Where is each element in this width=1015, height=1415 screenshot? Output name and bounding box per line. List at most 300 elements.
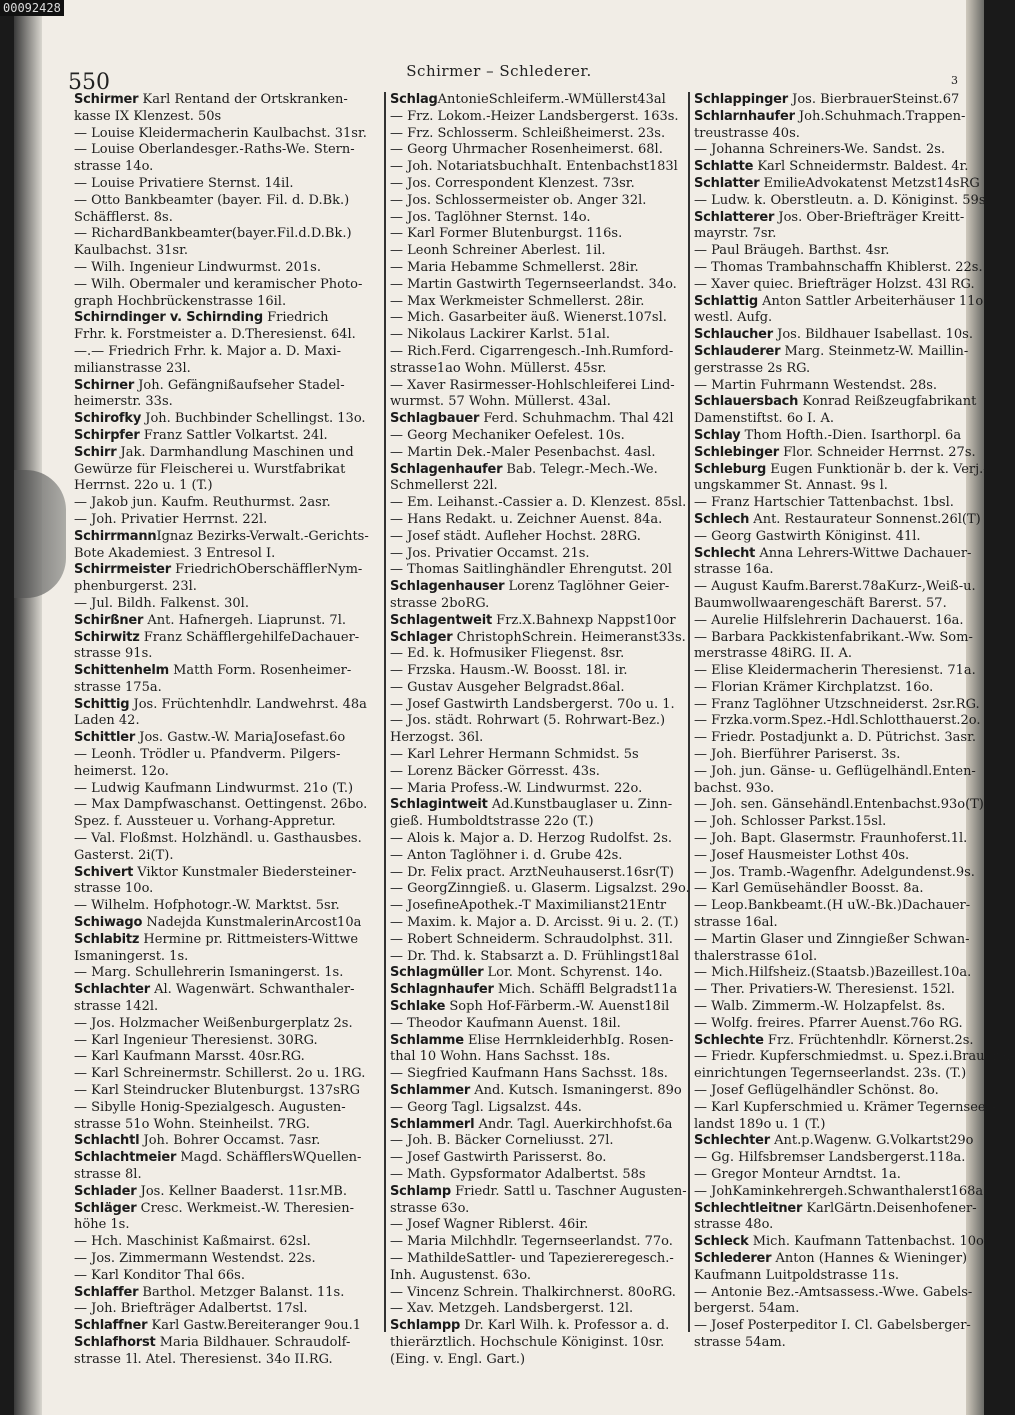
directory-entry <box>390 1066 686 1083</box>
entry-text: Soph Hof-Färberm.-W. Auenst18il <box>445 999 670 1015</box>
directory-entry <box>74 176 380 193</box>
directory-entry <box>74 361 380 378</box>
directory-entry <box>390 730 686 747</box>
entry-text: Joh. Gefängnißaufseher Stadel- <box>134 377 345 393</box>
directory-entry <box>74 193 380 210</box>
entry-text: EmilieAdvokatenst Metzst14sRG <box>759 175 980 191</box>
directory-entry <box>390 445 686 462</box>
entry-text: — Gustav Ausgeher Belgradst.86al. <box>390 679 625 695</box>
directory-entry <box>390 848 686 865</box>
entry-text: Laden 42. <box>74 713 140 729</box>
entry-text: — Hans Redakt. u. Zeichner Auenst. 84a. <box>390 511 663 527</box>
entry-text: strasse 48o. <box>694 1217 774 1233</box>
directory-entry <box>74 613 380 630</box>
directory-entry <box>390 596 686 613</box>
entry-text: Spez. f. Aussteuer u. Vorhang-Appretur. <box>74 814 336 830</box>
directory-entry <box>390 210 686 227</box>
directory-entry <box>694 461 988 479</box>
directory-entry <box>390 176 686 193</box>
entry-text: — Georg Gastwirth Königinst. 41l. <box>694 528 921 544</box>
directory-entry <box>74 814 380 831</box>
directory-entry <box>74 495 380 512</box>
directory-entry <box>390 546 686 563</box>
directory-entry <box>74 1133 380 1150</box>
entry-text: — Joh. Privatier Herrnst. 22l. <box>74 511 268 527</box>
entry-text: — Maria Milchhdlr. Tegernseerlandst. 77o. <box>390 1234 673 1250</box>
directory-entry <box>694 764 974 781</box>
entry-surname: Schlamp <box>390 1183 452 1199</box>
entry-surname: Schittig <box>74 696 130 712</box>
directory-entry <box>694 344 974 361</box>
entry-text: — Sibylle Honig-Spezialgesch. Augusten- <box>74 1099 346 1115</box>
directory-entry <box>694 1200 977 1218</box>
directory-entry <box>74 1201 380 1218</box>
directory-entry <box>694 529 974 546</box>
entry-text: heimerstr. 33s. <box>74 394 173 410</box>
directory-entry <box>74 764 380 781</box>
directory-entry <box>390 915 686 932</box>
directory-entry <box>74 394 380 411</box>
directory-entry <box>390 361 686 378</box>
directory-entry <box>390 747 686 764</box>
entry-text: Viktor Kunstmaler Biedersteiner- <box>133 864 357 880</box>
entry-surname: Schlagenhaufer <box>390 461 503 477</box>
directory-entry <box>74 1234 380 1251</box>
directory-entry <box>74 344 380 361</box>
entry-text: Schäfflerst. 8s. <box>74 209 173 225</box>
entry-text: — Karl Konditor Thal 66s. <box>74 1267 245 1283</box>
entry-text: Eugen Funktionär b. der k. Verj.- <box>766 461 988 477</box>
entry-text: — Karl Gemüsehändler Boosst. 8a. <box>694 881 924 897</box>
entry-text: — JohKaminkehrergeh.Schwanthalerst168a <box>694 1183 984 1199</box>
directory-entry <box>694 1117 974 1134</box>
entry-text: — Joh. NotariatsbuchhaIt. Entenbachst183l <box>390 159 678 175</box>
entry-text: — Jos. Taglöhner Sternst. 14o. <box>390 209 591 225</box>
column-rule <box>384 92 386 1332</box>
directory-entry <box>694 865 974 882</box>
directory-entry <box>74 562 380 579</box>
entry-text: strasse 10o. <box>74 881 154 897</box>
directory-entry <box>694 411 974 428</box>
entry-surname: Schlagnhaufer <box>390 982 494 998</box>
directory-entry <box>694 1183 984 1201</box>
directory-entry <box>694 999 974 1016</box>
entry-text: — Joh. jun. Gänse- u. Geflügelhändl.Enten- <box>694 763 976 779</box>
entry-text: — Wilh. Ingenieur Lindwurmst. 201s. <box>74 259 321 275</box>
entry-text: — Ludw. k. Oberstleutn. a. D. Königinst. 59s. <box>694 192 990 208</box>
directory-entry <box>390 949 686 966</box>
directory-entry <box>390 92 686 109</box>
entry-text: — Karl Lehrer Hermann Schmidst. 5s <box>390 747 639 763</box>
directory-entry <box>390 1335 686 1352</box>
entry-text: strasse 51o Wohn. Steinheilst. 7RG. <box>74 1116 310 1132</box>
directory-entry <box>390 1133 686 1150</box>
entry-surname: Schlauderer <box>694 343 781 359</box>
directory-entry <box>74 159 380 176</box>
entry-surname: Schlechtleitner <box>694 1200 803 1216</box>
entry-surname: Schlagintweit <box>390 797 488 813</box>
entry-text: Anton Sattler Arbeiterhäuser 11o <box>757 293 984 309</box>
entry-text: Kaulbachst. 31sr. <box>74 243 189 259</box>
directory-entry <box>694 361 974 378</box>
directory-entry <box>694 965 974 982</box>
directory-entry <box>694 613 974 630</box>
entry-text: — RichardBankbeamter(bayer.Fil.d.D.Bk.) <box>74 226 352 242</box>
entry-text: Jak. Darmhandlung Maschinen und <box>116 444 354 460</box>
entry-text: — JosefineApothek.-T Maximilianst21Entr <box>390 898 667 914</box>
entry-text: — August Kaufm.Barerst.78aKurz-,Weiß-u. <box>694 579 976 595</box>
entry-surname: Schlachtmeier <box>74 1150 177 1166</box>
directory-entry <box>390 142 686 159</box>
entry-surname: Schlaffner <box>74 1318 148 1334</box>
entry-text: — Frzka.vorm.Spez.-Hdl.Schlotthauerst.2o. <box>694 713 981 729</box>
directory-entry <box>390 579 686 596</box>
directory-entry <box>694 1335 974 1352</box>
directory-entry <box>694 1083 974 1100</box>
directory-entry <box>74 1217 380 1234</box>
entry-text: — Joh. Briefträger Adalbertst. 17sl. <box>74 1301 308 1317</box>
entry-text: westl. Aufg. <box>694 310 773 326</box>
directory-entry <box>694 327 974 344</box>
directory-entry <box>390 999 686 1016</box>
entry-text: strasse 1l. Atel. Theresienst. 34o II.RG. <box>74 1351 333 1367</box>
directory-entry <box>694 1049 1015 1066</box>
directory-entry <box>74 949 380 966</box>
entry-text: — Dr. Felix pract. ArztNeuhauserst.16sr(T) <box>390 864 674 880</box>
entry-surname: Schirrmeister <box>74 562 172 578</box>
entry-text: — Theodor Kaufmann Auenst. 18il. <box>390 1015 621 1031</box>
directory-entry <box>390 226 686 243</box>
entry-surname: Schlader <box>74 1183 137 1199</box>
directory-entry <box>694 881 974 898</box>
directory-entry <box>390 865 686 882</box>
entry-text: FriedrichOberschäfflerNym- <box>171 562 363 578</box>
directory-entry <box>74 1285 380 1302</box>
entry-surname: Schirmer <box>74 92 139 107</box>
entry-text: Karl Rentand der Ortskranken- <box>138 92 348 107</box>
directory-entry <box>74 680 380 697</box>
entry-surname: Schlaucher <box>694 327 773 343</box>
entry-text: Dr. Karl Wilh. k. Professor a. d. <box>460 1318 670 1334</box>
directory-entry <box>390 529 686 546</box>
directory-entry <box>74 982 380 999</box>
entry-text: phenburgerst. 23l. <box>74 579 197 595</box>
entry-surname: Schlaffer <box>74 1284 139 1300</box>
entry-text: Jos. Ober-Briefträger Kreitt- <box>774 209 965 225</box>
column-1 <box>74 92 380 1369</box>
entry-text: Kaufmann Luitpoldstrasse 11s. <box>694 1267 899 1283</box>
directory-entry <box>74 630 380 647</box>
entry-surname: Schirpfer <box>74 427 140 443</box>
entry-text: Franz Sattler Volkartst. 24l. <box>139 427 328 443</box>
entry-text: — Wolfg. freires. Pfarrer Auenst.76o RG. <box>694 1015 963 1031</box>
entry-text: mayrstr. 7sr. <box>694 226 777 242</box>
directory-entry <box>694 1251 974 1268</box>
directory-entry <box>694 175 980 193</box>
directory-entry <box>390 512 686 529</box>
entry-text: — Leop.Bankbeamt.(H uW.-Bk.)Dachauer- <box>694 898 971 914</box>
directory-entry <box>390 965 686 982</box>
column-3 <box>694 92 1015 1352</box>
directory-entry <box>74 1083 380 1100</box>
entry-text: — Louise Privatiere Sternst. 14il. <box>74 175 294 191</box>
entry-text: — Barbara Packkistenfabrikant.-Ww. Som- <box>694 629 973 645</box>
entry-text: — Josef Posterpeditor I. Cl. Gabelsberger- <box>694 1318 971 1334</box>
directory-entry <box>694 495 974 512</box>
entry-text: Joh. Buchbinder Schellingst. 13o. <box>141 411 366 427</box>
entry-text: (Eing. v. Engl. Gart.) <box>390 1351 526 1367</box>
entry-text: — Martin Fuhrmann Westendst. 28s. <box>694 377 938 393</box>
directory-entry <box>390 428 686 445</box>
entry-text: — Josef städt. Aufleher Hochst. 28RG. <box>390 528 641 544</box>
entry-text: Konrad Reißzeugfabrikant <box>798 394 977 410</box>
entry-text: — Friedr. Postadjunkt a. D. Pütrichst. 3asr. <box>694 730 976 746</box>
entry-surname: Schlager <box>390 629 453 645</box>
directory-entry <box>390 1301 686 1318</box>
directory-entry <box>390 646 686 663</box>
directory-entry <box>74 546 380 563</box>
entry-surname: Schlafhorst <box>74 1334 156 1350</box>
entry-text: Mich. Schäffl Belgradst11a <box>493 982 678 998</box>
entry-surname: Schirr <box>74 444 117 460</box>
entry-surname: Schlatterer <box>694 209 775 225</box>
entry-text: Anton (Hannes & Wieninger) <box>771 1250 968 1266</box>
entry-text: Lor. Mont. Schyrenst. 14o. <box>483 965 663 981</box>
entry-surname: Schlechter <box>694 1133 771 1149</box>
directory-entry <box>390 126 686 143</box>
entry-text: — Friedr. Kupferschmiedmst. u. Spez.i.Brauerei- <box>694 1049 1015 1065</box>
entry-surname: Schirwitz <box>74 629 140 645</box>
directory-entry <box>694 646 974 663</box>
directory-entry <box>694 562 974 579</box>
entry-text: — Jul. Bildh. Falkenst. 30l. <box>74 595 249 611</box>
directory-entry <box>390 344 686 361</box>
directory-entry <box>390 462 686 479</box>
entry-text: Jos. Kellner Baaderst. 11sr.MB. <box>136 1183 347 1199</box>
entry-text: Al. Wagenwärt. Schwanthaler- <box>149 982 355 998</box>
entry-text: — Louise Kleidermacherin Kaulbachst. 31sr. <box>74 125 367 141</box>
entry-surname: Schirßner <box>74 612 144 628</box>
directory-entry <box>390 1033 686 1050</box>
entry-text: Joh.Schuhmach.Trappen- <box>794 108 966 124</box>
entry-text: — Maxim. k. Major a. D. Arcisst. 9i u. 2. (T.) <box>390 915 679 931</box>
entry-text: Ismaningerst. 1s. <box>74 948 189 964</box>
entry-text: strasse 54am. <box>694 1334 786 1350</box>
entry-text: strasse 16al. <box>694 915 778 931</box>
entry-text: bergerst. 54am. <box>694 1301 800 1317</box>
entry-text: gerstrasse 2s RG. <box>694 360 811 376</box>
entry-text: — Gregor Monteur Arndtst. 1a. <box>694 1167 901 1182</box>
directory-entry <box>74 428 380 445</box>
directory-entry <box>694 915 974 932</box>
directory-entry <box>694 630 974 647</box>
directory-entry <box>390 294 686 311</box>
entry-text: AntonieSchleiferm.-WMüllerst43al <box>437 92 666 107</box>
entry-text: — Karl Ingenieur Theresienst. 30RG. <box>74 1032 318 1048</box>
entry-text: — Karl Schreinermstr. Schillerst. 2o u. 1RG. <box>74 1066 366 1082</box>
binding-shadow <box>14 0 42 1415</box>
directory-entry <box>74 697 380 714</box>
directory-entry <box>694 428 974 445</box>
entry-text: — Maria Hebamme Schmellerst. 28ir. <box>390 259 639 275</box>
entry-text: merstrasse 48iRG. II. A. <box>694 646 852 662</box>
entry-text: — Wilh. Obermaler und keramischer Photo- <box>74 276 363 292</box>
entry-text: Barthol. Metzger Balanst. 11s. <box>138 1284 345 1300</box>
entry-text: Baumwollwaarengeschäft Barerst. 57. <box>694 595 947 611</box>
directory-entry <box>74 1033 380 1050</box>
directory-entry <box>74 1318 380 1335</box>
entry-text: — Martin Dek.-Maler Pesenbachst. 4asl. <box>390 444 656 460</box>
entry-text: — Karl Kupferschmied u. Krämer Tegernseer- <box>694 1099 997 1115</box>
directory-entry <box>694 1150 974 1167</box>
directory-entry <box>74 378 380 395</box>
entry-surname: Schläger <box>74 1200 137 1216</box>
entry-text: — Thomas Trambahnschaffn Khiblerst. 22s. <box>694 259 983 275</box>
directory-entry <box>694 932 974 949</box>
directory-entry <box>74 932 380 949</box>
entry-text: — Leonh. Trödler u. Pfandverm. Pilgers- <box>74 747 341 763</box>
directory-entry <box>390 495 686 512</box>
directory-entry <box>74 1268 380 1285</box>
directory-entry <box>694 478 974 495</box>
entry-text: — Joh. Bierführer Pariserst. 3s. <box>694 747 901 763</box>
entry-surname: Schlammer <box>390 1083 471 1099</box>
entry-text: — Joh. Schlosser Parkst.15sl. <box>694 814 887 830</box>
directory-entry <box>390 1201 686 1218</box>
directory-entry <box>694 982 974 999</box>
directory-entry <box>390 1217 686 1234</box>
directory-entry <box>74 865 380 882</box>
entry-text: — Jos. Zimmermann Westendst. 22s. <box>74 1250 316 1266</box>
entry-text: Ant. Hafnergeh. Liaprunst. 7l. <box>143 612 346 628</box>
directory-entry <box>390 1016 686 1033</box>
directory-entry <box>74 1016 380 1033</box>
directory-entry <box>74 1049 380 1066</box>
entry-text: Magd. SchäfflersWQuellen- <box>176 1150 362 1166</box>
directory-entry <box>694 680 974 697</box>
entry-text: — Joh. sen. Gänsehändl.Entenbachst.93o(T) <box>694 797 984 813</box>
entry-text: — Josef Gastwirth Landsbergerst. 70o u. 1. <box>390 696 675 712</box>
entry-text: — Marg. Schullehrerin Ismaningerst. 1s. <box>74 965 344 981</box>
entry-text: And. Kutsch. Ismaningerst. 89o <box>470 1083 682 1099</box>
entry-text: — Ludwig Kaufmann Lindwurmst. 21o (T.) <box>74 780 354 796</box>
entry-surname: Schlachter <box>74 982 150 998</box>
directory-entry <box>74 663 380 680</box>
directory-entry <box>74 797 380 814</box>
directory-entry <box>74 831 380 848</box>
entry-text: Mich. Kaufmann Tattenbachst. 10o <box>748 1234 984 1250</box>
entry-text: — Jakob jun. Kaufm. Reuthurmst. 2asr. <box>74 495 331 511</box>
directory-entry <box>74 478 380 495</box>
directory-entry <box>694 109 974 126</box>
directory-entry <box>390 697 686 714</box>
entry-text: thalerstrasse 61ol. <box>694 948 818 964</box>
entry-surname: Schlagbauer <box>390 411 480 427</box>
entry-text: — MathildeSattler- und Tapeziereregesch.- <box>390 1250 674 1266</box>
directory-entry <box>74 126 380 143</box>
directory-entry <box>390 243 686 260</box>
entry-text: gieß. Humboldtstrasse 22o (T.) <box>390 814 594 830</box>
entry-surname: Schlatter <box>694 175 760 191</box>
entry-text: — Georg Tagl. Ligsalzst. 44s. <box>390 1099 582 1115</box>
entry-surname: Schleck <box>694 1234 749 1250</box>
directory-entry <box>694 142 974 159</box>
directory-entry <box>694 949 974 966</box>
entry-text: — Elise Kleidermacherin Theresienst. 71a. <box>694 663 976 679</box>
directory-entry <box>390 1352 686 1369</box>
entry-surname: Schlake <box>390 999 446 1015</box>
directory-entry <box>390 562 686 579</box>
directory-entry <box>694 293 984 311</box>
directory-entry <box>390 1049 686 1066</box>
entry-text: — Georg Mechaniker Oefelest. 10s. <box>390 427 625 443</box>
directory-entry <box>74 327 380 344</box>
entry-surname: Schirrmann <box>74 528 157 544</box>
entry-text: Damenstiftst. 6o I. A. <box>694 411 834 427</box>
page-number: 550 <box>68 70 110 95</box>
entry-text: Ant. Restaurateur Sonnenst.26l(T) <box>749 511 981 527</box>
entry-text: Jos. Bildhauer Isabellast. 10s. <box>773 327 973 343</box>
entry-surname: Schirner <box>74 377 135 393</box>
directory-entry <box>74 445 380 462</box>
entry-text: Thom Hofth.-Dien. Isarthorpl. 6a <box>740 427 962 443</box>
directory-entry <box>694 259 983 277</box>
entry-text: — Ed. k. Hofmusiker Fliegenst. 8sr. <box>390 646 625 662</box>
directory-entry <box>390 1117 686 1134</box>
entry-text: — Max Werkmeister Schmellerst. 28ir. <box>390 293 645 309</box>
entry-text: Anna Lehrers-Wittwe Dachauer- <box>755 545 972 561</box>
entry-text: — Aurelie Hilfslehrerin Dachauerst. 16a. <box>694 612 964 628</box>
directory-entry <box>74 210 380 227</box>
entry-text: — Dr. Thd. k. Stabsarzt a. D. Frühlingst18al <box>390 948 679 964</box>
entry-text: Jos. BierbrauerSteinst.67 <box>788 92 960 107</box>
directory-entry <box>74 915 380 932</box>
entry-text: — Alois k. Major a. D. Herzog Rudolfst. 2s. <box>390 831 673 847</box>
entry-text: — Antonie Bez.-Amtsassess.-Wwe. Gabels- <box>694 1284 973 1300</box>
entry-text: strasse 8l. <box>74 1167 142 1182</box>
entry-text: — Mich.Hilfsheiz.(Staatsb.)Bazeillest.10a. <box>694 965 972 981</box>
entry-text: — Jos. Holzmacher Weißenburgerplatz 2s. <box>74 1015 353 1031</box>
entry-text: wurmst. 57 Wohn. Müllerst. 43al. <box>390 394 611 410</box>
directory-entry <box>694 277 974 294</box>
entry-text: — Siegfried Kaufmann Hans Sachsst. 18s. <box>390 1066 668 1082</box>
entry-surname: Schittenhelm <box>74 663 169 679</box>
entry-text: Karl Schneidermstr. Baldest. 4r. <box>753 159 969 175</box>
entry-text: — Karl Kaufmann Marsst. 40sr.RG. <box>74 1049 305 1065</box>
entry-surname: Schlarnhaufer <box>694 108 795 124</box>
directory-entry <box>694 378 974 395</box>
entry-text: Lorenz Taglöhner Geier- <box>504 579 670 595</box>
directory-entry <box>694 1318 974 1335</box>
entry-text: — Vincenz Schrein. Thalkirchnerst. 80oRG. <box>390 1284 676 1300</box>
directory-entry <box>74 1100 380 1117</box>
column-2 <box>390 92 690 1369</box>
directory-entry <box>694 511 981 529</box>
directory-entry <box>694 192 990 210</box>
entry-text: KarlGärtn.Deisenhofener- <box>802 1200 977 1216</box>
scan-id: 00092428 <box>0 0 64 16</box>
directory-entry <box>694 781 974 798</box>
entry-text: — Frz. Schlosserm. Schleißheimerst. 23s. <box>390 125 666 141</box>
entry-text: — Joh. B. Bäcker Corneliusst. 27l. <box>390 1133 614 1149</box>
entry-text: — Josef Hausmeister Lothst 40s. <box>694 847 910 863</box>
directory-entry <box>74 579 380 596</box>
entry-text: — Ther. Privatiers-W. Theresienst. 152l. <box>694 982 955 998</box>
entry-surname: Schlabitz <box>74 931 140 947</box>
directory-entry <box>74 411 380 428</box>
entry-text: Bab. Telegr.-Mech.-We. <box>502 461 658 477</box>
entry-text: Frz.X.Bahnexp Nappst10or <box>492 612 676 628</box>
